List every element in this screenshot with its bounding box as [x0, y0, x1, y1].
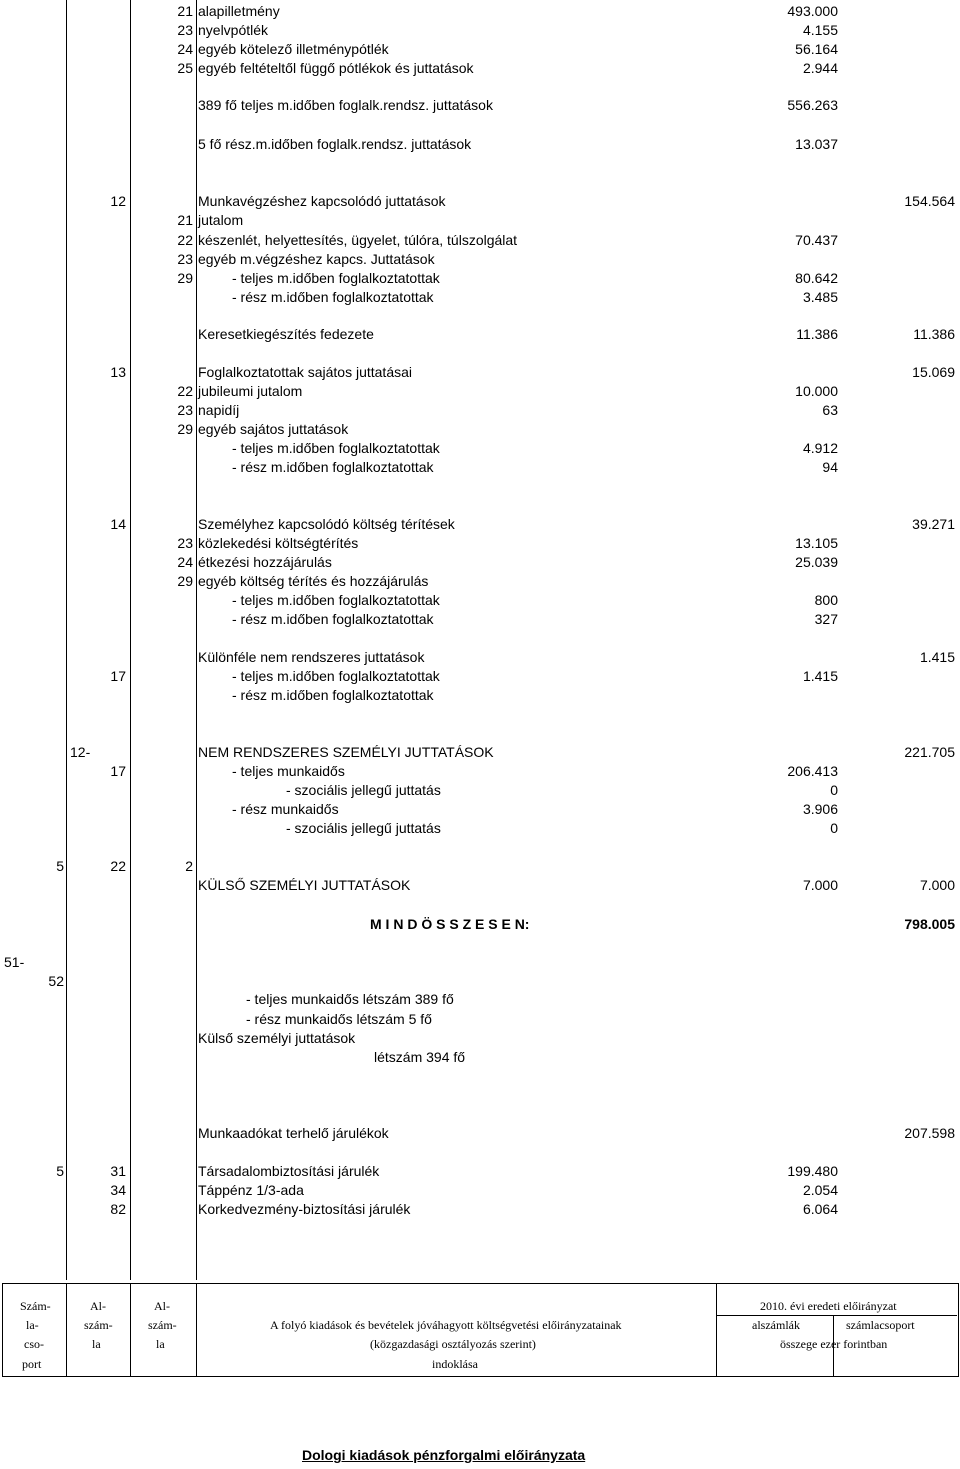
- header-col3: la: [156, 1337, 165, 1351]
- section-total: 221.705: [904, 744, 955, 760]
- row-label: 389 fő teljes m.időben foglalk.rendsz. juttatások: [198, 97, 493, 113]
- header-col1: cso-: [24, 1337, 44, 1351]
- row-value: 63: [822, 402, 838, 418]
- row-label: Keresetkiegészítés fedezete: [198, 326, 374, 342]
- header-divider: [66, 1283, 67, 1377]
- row-label: - szociális jellegű juttatás: [286, 782, 441, 798]
- row-code: 24: [177, 554, 193, 570]
- row-label: - teljes m.időben foglalkoztatottak: [232, 440, 440, 456]
- row-value: 327: [814, 611, 838, 627]
- section-code: 17: [110, 668, 126, 684]
- section-code: 12: [110, 193, 126, 209]
- header-account-group: számlacsoport: [846, 1318, 915, 1332]
- row-value: 4.155: [802, 22, 838, 38]
- section-code: 13: [110, 364, 126, 380]
- row-label: alapilletmény: [198, 3, 280, 19]
- row-value: 0: [830, 782, 838, 798]
- header-col2: Al-: [90, 1299, 106, 1313]
- row-label: - rész munkaidős: [232, 801, 339, 817]
- row-value: 199.480: [787, 1163, 838, 1179]
- row-value: 0: [830, 820, 838, 836]
- row-value: 11.386: [796, 326, 838, 342]
- row-label: - teljes munkaidős: [232, 763, 345, 779]
- row-total: 11.386: [913, 326, 955, 342]
- row-value: 4.912: [802, 440, 838, 456]
- row-value: 1.415: [802, 668, 838, 684]
- row-label: - rész m.időben foglalkoztatottak: [232, 289, 434, 305]
- row-code: 23: [177, 22, 193, 38]
- row-label: Táppénz 1/3-ada: [198, 1182, 304, 1198]
- section-title: Foglalkoztatottak sajátos juttatásai: [198, 364, 413, 380]
- section-title: Különféle nem rendszeres juttatások: [198, 649, 425, 665]
- row-value: 56.164: [795, 41, 838, 57]
- row-code: 29: [177, 421, 193, 437]
- header-col1: la-: [26, 1318, 39, 1332]
- header-col3: szám-: [148, 1318, 177, 1332]
- row-value: 6.064: [802, 1201, 838, 1217]
- row-code: 29: [177, 573, 193, 589]
- row-value: 10.000: [795, 383, 838, 399]
- row-label: - teljes m.időben foglalkoztatottak: [232, 592, 440, 608]
- row-value: 206.413: [787, 763, 838, 779]
- row-code: 82: [110, 1201, 126, 1217]
- row-value: 13.105: [795, 535, 838, 551]
- section-total: 154.564: [904, 193, 955, 209]
- row-label: Korkedvezmény-biztosítási járulék: [198, 1201, 411, 1217]
- header-col2: la: [92, 1337, 101, 1351]
- row-value: 7.000: [802, 877, 838, 893]
- headcount-line: létszám 394 fő: [374, 1049, 466, 1065]
- header-description: indoklása: [432, 1357, 478, 1371]
- header-divider: [196, 1283, 197, 1377]
- row-value: 3.906: [802, 801, 838, 817]
- header-amount: összege ezer forintban: [780, 1337, 888, 1351]
- row-value: 2.054: [802, 1182, 838, 1198]
- section-total: 39.271: [912, 516, 955, 532]
- section-code: 52: [48, 973, 64, 989]
- section-code: 17: [110, 763, 126, 779]
- header-divider: [130, 1283, 131, 1377]
- header-budget: 2010. évi eredeti előirányzat: [760, 1299, 897, 1313]
- row-code: 29: [177, 270, 193, 286]
- header-col2: szám-: [84, 1318, 113, 1332]
- section-total: 207.598: [904, 1125, 955, 1141]
- section-title: Munkaadókat terhelő járulékok: [198, 1125, 389, 1141]
- header-divider: [716, 1315, 957, 1316]
- row-label: napidíj: [198, 402, 240, 418]
- row-label: - rész m.időben foglalkoztatottak: [232, 459, 434, 475]
- section-total: 1.415: [919, 649, 955, 665]
- section-total: 15.069: [912, 364, 955, 380]
- row-label: nyelvpótlék: [198, 22, 269, 38]
- row-label: - szociális jellegű juttatás: [286, 820, 441, 836]
- page-title: Dologi kiadások pénzforgalmi előirányzata: [302, 1447, 586, 1463]
- row-code: 23: [177, 251, 193, 267]
- row-code: 22: [177, 383, 193, 399]
- column-divider: [130, 0, 131, 1280]
- row-value: 2.944: [802, 60, 838, 76]
- header-description: A folyó kiadások és bevételek jóváhagyott költségvetési előirányzatainak: [270, 1318, 622, 1332]
- row-code: 24: [177, 41, 193, 57]
- row-label: egyéb kötelező illetménypótlék: [198, 41, 389, 57]
- row-code: 21: [177, 212, 193, 228]
- row-label: egyéb sajátos juttatások: [198, 421, 349, 437]
- row-label: - rész m.időben foglalkoztatottak: [232, 611, 434, 627]
- row-value: 25.039: [795, 554, 838, 570]
- header-col3: Al-: [154, 1299, 170, 1313]
- row-label: jubileumi jutalom: [198, 383, 303, 399]
- section-title: Személyhez kapcsolódó költség térítések: [198, 516, 455, 532]
- header-divider: [716, 1283, 717, 1377]
- headcount-line: - teljes munkaidős létszám 389 fő: [246, 991, 454, 1007]
- row-label: 5 fő rész.m.időben foglalk.rendsz. juttatások: [198, 136, 472, 152]
- header-subaccounts: alszámlák: [752, 1318, 800, 1332]
- section-title: Munkavégzéshez kapcsolódó juttatások: [198, 193, 446, 209]
- row-label: - teljes m.időben foglalkoztatottak: [232, 270, 440, 286]
- section-code: 51-: [4, 954, 25, 970]
- row-label: - teljes m.időben foglalkoztatottak: [232, 668, 440, 684]
- row-code: 21: [177, 3, 193, 19]
- row-code: 31: [110, 1163, 126, 1179]
- row-label: étkezési hozzájárulás: [198, 554, 332, 570]
- headcount-line: Külső személyi juttatások: [198, 1030, 356, 1046]
- section-code: 2: [185, 858, 193, 874]
- row-label: egyéb feltételtől függő pótlékok és juttatások: [198, 60, 474, 76]
- section-code: 14: [110, 516, 126, 532]
- row-value: 3.485: [802, 289, 838, 305]
- row-value: 556.263: [787, 97, 838, 113]
- section-code: 5: [56, 858, 64, 874]
- header-description: (közgazdasági osztályozás szerint): [370, 1337, 536, 1351]
- row-code: 25: [177, 60, 193, 76]
- row-value: 70.437: [795, 232, 838, 248]
- section-code: 12-: [70, 744, 91, 760]
- row-label: készenlét, helyettesítés, ügyelet, túlóra, túlszolgálat: [198, 232, 518, 248]
- headcount-line: - rész munkaidős létszám 5 fő: [246, 1011, 432, 1027]
- section-code: 22: [110, 858, 126, 874]
- row-value: 493.000: [787, 3, 838, 19]
- row-label: Társadalombiztosítási járulék: [198, 1163, 380, 1179]
- row-label: egyéb m.végzéshez kapcs. Juttatások: [198, 251, 435, 267]
- row-value: 94: [822, 459, 838, 475]
- row-label: egyéb költség térítés és hozzájárulás: [198, 573, 429, 589]
- row-code: 22: [177, 232, 193, 248]
- row-code: 23: [177, 535, 193, 551]
- header-col1: port: [22, 1357, 42, 1371]
- section-title: KÜLSŐ SZEMÉLYI JUTTATÁSOK: [198, 877, 411, 893]
- row-code: 34: [110, 1182, 126, 1198]
- row-value: 13.037: [795, 136, 838, 152]
- grand-total-label: M I N D Ö S S Z E S E N:: [370, 916, 530, 932]
- row-label: közlekedési költségtérítés: [198, 535, 359, 551]
- section-total: 7.000: [919, 877, 955, 893]
- row-label: jutalom: [198, 212, 244, 228]
- row-label: - rész m.időben foglalkoztatottak: [232, 687, 434, 703]
- row-value: 80.642: [795, 270, 838, 286]
- section-code: 5: [56, 1163, 64, 1179]
- header-col1: Szám-: [20, 1299, 51, 1313]
- section-title: NEM RENDSZERES SZEMÉLYI JUTTATÁSOK: [198, 744, 494, 760]
- grand-total-value: 798.005: [904, 916, 955, 932]
- column-divider: [66, 0, 67, 1280]
- row-code: 23: [177, 402, 193, 418]
- row-value: 800: [814, 592, 838, 608]
- column-divider: [196, 0, 197, 1280]
